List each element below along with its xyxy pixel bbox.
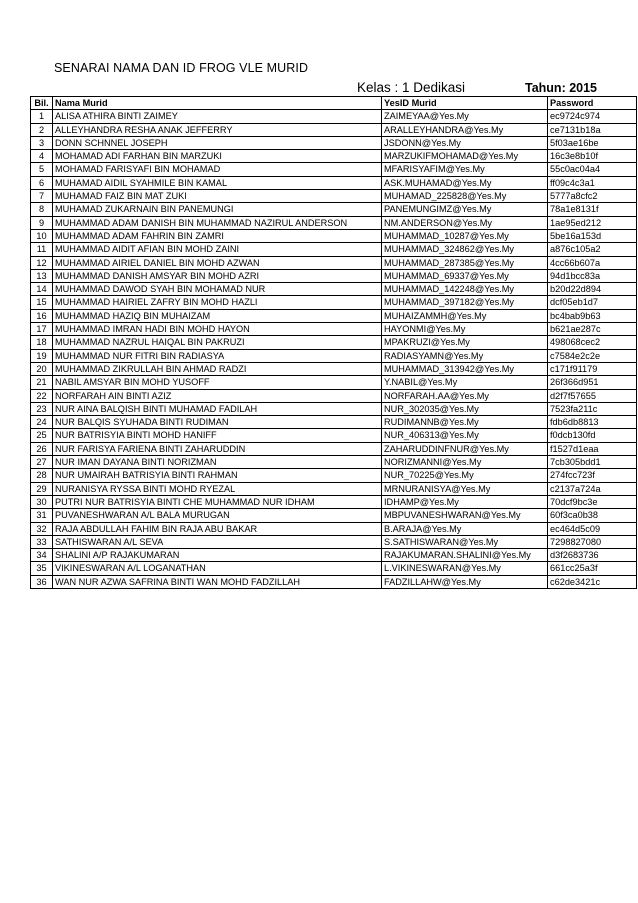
row-number: 24 — [31, 416, 53, 429]
row-number: 25 — [31, 429, 53, 442]
student-yesid: FADZILLAHW@Yes.My — [382, 575, 548, 588]
student-yesid: MFARISYAFIM@Yes.My — [382, 163, 548, 176]
table-row — [31, 402, 637, 415]
table-row — [31, 376, 637, 389]
student-password: 5be16a153d — [548, 229, 637, 242]
student-name: NORFARAH AIN BINTI AZIZ — [53, 389, 382, 402]
table-row — [31, 283, 637, 296]
student-name: NUR IMAN DAYANA BINTI NORIZMAN — [53, 456, 382, 469]
student-table — [30, 96, 637, 589]
table-row — [31, 336, 637, 349]
student-yesid: L.VIKINESWARAN@Yes.My — [382, 562, 548, 575]
student-name: SHALINI A/P RAJAKUMARAN — [53, 549, 382, 562]
table-row — [31, 549, 637, 562]
table-row — [31, 256, 637, 269]
student-password: ff09c4c3a1 — [548, 176, 637, 189]
row-number: 12 — [31, 256, 53, 269]
student-yesid: NUR_302035@Yes.My — [382, 402, 548, 415]
student-name: MUHAMAD ZUKARNAIN BIN PANEMUNGI — [53, 203, 382, 216]
student-yesid: RAJAKUMARAN.SHALINI@Yes.My — [382, 549, 548, 562]
student-yesid: MARZUKIFMOHAMAD@Yes.My — [382, 150, 548, 163]
table-row — [31, 203, 637, 216]
student-yesid: NUR_406313@Yes.My — [382, 429, 548, 442]
table-row — [31, 136, 637, 149]
student-yesid: S.SATHISWARAN@Yes.My — [382, 535, 548, 548]
student-password: 16c3e8b10f — [548, 150, 637, 163]
table-header-row — [31, 97, 637, 110]
student-password: f1527d1eaa — [548, 442, 637, 455]
row-number: 5 — [31, 163, 53, 176]
table-body — [31, 110, 637, 589]
row-number: 26 — [31, 442, 53, 455]
row-number: 18 — [31, 336, 53, 349]
row-number: 28 — [31, 469, 53, 482]
student-name: MUHAMMAD NAZRUL HAIQAL BIN PAKRUZI — [53, 336, 382, 349]
table-row — [31, 416, 637, 429]
table-row — [31, 389, 637, 402]
row-number: 29 — [31, 482, 53, 495]
table-row — [31, 163, 637, 176]
student-yesid: IDHAMP@Yes.My — [382, 495, 548, 508]
row-number: 4 — [31, 150, 53, 163]
row-number: 23 — [31, 402, 53, 415]
student-password: c2137a724a — [548, 482, 637, 495]
student-name: PUVANESHWARAN A/L BALA MURUGAN — [53, 509, 382, 522]
student-yesid: MUHAMAD_225828@Yes.My — [382, 190, 548, 203]
student-name: MUHAMMAD HAIRIEL ZAFRY BIN MOHD HAZLI — [53, 296, 382, 309]
table-row — [31, 362, 637, 375]
class-label: Kelas : 1 Dedikasi — [357, 80, 466, 95]
student-yesid: RADIASYAMN@Yes.My — [382, 349, 548, 362]
student-password: f0dcb130fd — [548, 429, 637, 442]
student-yesid: MUHAMMAD_142248@Yes.My — [382, 283, 548, 296]
row-number: 30 — [31, 495, 53, 508]
student-password: ec9724c974 — [548, 110, 637, 123]
student-yesid: MRNURANISYA@Yes.My — [382, 482, 548, 495]
student-name: MUHAMMAD ADAM DANISH BIN MUHAMMAD NAZIRUL ANDERSON — [53, 216, 382, 229]
student-name: NUR AINA BALQISH BINTI MUHAMAD FADILAH — [53, 402, 382, 415]
table-row — [31, 482, 637, 495]
row-number: 22 — [31, 389, 53, 402]
student-yesid: MUHAMMAD_313942@Yes.My — [382, 362, 548, 375]
student-yesid: ASK.MUHAMAD@Yes.My — [382, 176, 548, 189]
student-name: MUHAMMAD ADAM FAHRIN BIN ZAMRI — [53, 229, 382, 242]
student-name: MUHAMMAD DAWOD SYAH BIN MOHAMAD NUR — [53, 283, 382, 296]
table-row — [31, 429, 637, 442]
table-row — [31, 562, 637, 575]
student-password: bc4bab9b63 — [548, 309, 637, 322]
table-row — [31, 123, 637, 136]
student-name: NUR BATRISYIA BINTI MOHD HANIFF — [53, 429, 382, 442]
student-yesid: MUHAMMAD_287385@Yes.My — [382, 256, 548, 269]
student-name: MUHAMAD AIDIL SYAHMILE BIN KAMAL — [53, 176, 382, 189]
student-yesid: NORFARAH.AA@Yes.My — [382, 389, 548, 402]
row-number: 34 — [31, 549, 53, 562]
table-row — [31, 176, 637, 189]
row-number: 2 — [31, 123, 53, 136]
student-password: 274fcc723f — [548, 469, 637, 482]
table-row — [31, 296, 637, 309]
student-password: 55c0ac04a4 — [548, 163, 637, 176]
row-number: 17 — [31, 323, 53, 336]
year-label: Tahun: 2015 — [525, 81, 598, 95]
student-name: NUR FARISYA FARIENA BINTI ZAHARUDDIN — [53, 442, 382, 455]
table-row — [31, 469, 637, 482]
table-row — [31, 575, 637, 588]
row-number: 7 — [31, 190, 53, 203]
student-name: MUHAMMAD AIDIT AFIAN BIN MOHD ZAINI — [53, 243, 382, 256]
student-yesid: HAYONMI@Yes.My — [382, 323, 548, 336]
row-number: 16 — [31, 309, 53, 322]
student-name: MUHAMMAD AIRIEL DANIEL BIN MOHD AZWAN — [53, 256, 382, 269]
row-number: 1 — [31, 110, 53, 123]
header-password: Password — [548, 97, 637, 110]
table-row — [31, 456, 637, 469]
header-bil: Bil. — [31, 97, 53, 110]
student-password: 1ae95ed212 — [548, 216, 637, 229]
student-yesid: MUHAMMAD_10287@Yes.My — [382, 229, 548, 242]
student-name: MUHAMMAD HAZIQ BIN MUHAIZAM — [53, 309, 382, 322]
student-name: DONN SCHNNEL JOSEPH — [53, 136, 382, 149]
student-password: 60f3ca0b38 — [548, 509, 637, 522]
student-password: 498068cec2 — [548, 336, 637, 349]
student-name: MUHAMMAD DANISH AMSYAR BIN MOHD AZRI — [53, 269, 382, 282]
row-number: 6 — [31, 176, 53, 189]
student-name: VIKINESWARAN A/L LOGANATHAN — [53, 562, 382, 575]
student-password: 7cb305bdd1 — [548, 456, 637, 469]
table-row — [31, 495, 637, 508]
table-row — [31, 323, 637, 336]
student-password: 4cc66b607a — [548, 256, 637, 269]
table-row — [31, 150, 637, 163]
table-row — [31, 442, 637, 455]
table-row — [31, 349, 637, 362]
student-yesid: PANEMUNGIMZ@Yes.My — [382, 203, 548, 216]
row-number: 9 — [31, 216, 53, 229]
row-number: 33 — [31, 535, 53, 548]
table-row — [31, 190, 637, 203]
student-yesid: ZAIMEYAA@Yes.My — [382, 110, 548, 123]
student-yesid: MPAKRUZI@Yes.My — [382, 336, 548, 349]
row-number: 13 — [31, 269, 53, 282]
student-password: d3f2683736 — [548, 549, 637, 562]
table-row — [31, 509, 637, 522]
student-name: MUHAMAD FAIZ BIN MAT ZUKI — [53, 190, 382, 203]
row-number: 31 — [31, 509, 53, 522]
page-title: SENARAI NAMA DAN ID FROG VLE MURID — [54, 61, 309, 75]
student-name: MUHAMMAD ZIKRULLAH BIN AHMAD RADZI — [53, 362, 382, 375]
student-password: 661cc25a3f — [548, 562, 637, 575]
student-name: PUTRI NUR BATRISYIA BINTI CHE MUHAMMAD NUR IDHAM — [53, 495, 382, 508]
student-name: SATHISWARAN A/L SEVA — [53, 535, 382, 548]
student-password: ec464d5c09 — [548, 522, 637, 535]
student-yesid: ARALLEYHANDRA@Yes.My — [382, 123, 548, 136]
header-yesid: YesID Murid — [382, 97, 548, 110]
row-number: 11 — [31, 243, 53, 256]
student-yesid: MBPUVANESHWARAN@Yes.My — [382, 509, 548, 522]
table-row — [31, 229, 637, 242]
student-yesid: NM.ANDERSON@Yes.My — [382, 216, 548, 229]
row-number: 3 — [31, 136, 53, 149]
student-name: ALISA ATHIRA BINTI ZAIMEY — [53, 110, 382, 123]
student-password: 7523fa211c — [548, 402, 637, 415]
student-yesid: NORIZMANNI@Yes.My — [382, 456, 548, 469]
student-yesid: JSDONN@Yes.My — [382, 136, 548, 149]
student-name: NUR BALQIS SYUHADA BINTI RUDIMAN — [53, 416, 382, 429]
table-row — [31, 269, 637, 282]
row-number: 20 — [31, 362, 53, 375]
row-number: 32 — [31, 522, 53, 535]
student-password: 94d1bcc83a — [548, 269, 637, 282]
student-yesid: ZAHARUDDINFNUR@Yes.My — [382, 442, 548, 455]
row-number: 36 — [31, 575, 53, 588]
table-row — [31, 535, 637, 548]
table-row — [31, 243, 637, 256]
student-password: dcf05eb1d7 — [548, 296, 637, 309]
student-password: fdb6db8813 — [548, 416, 637, 429]
student-name: MUHAMMAD IMRAN HADI BIN MOHD HAYON — [53, 323, 382, 336]
student-yesid: MUHAMMAD_324862@Yes.My — [382, 243, 548, 256]
row-number: 21 — [31, 376, 53, 389]
student-name: MUHAMMAD NUR FITRI BIN RADIASYA — [53, 349, 382, 362]
student-yesid: B.ARAJA@Yes.My — [382, 522, 548, 535]
student-password: 5777a8cfc2 — [548, 190, 637, 203]
row-number: 27 — [31, 456, 53, 469]
student-yesid: RUDIMANNB@Yes.My — [382, 416, 548, 429]
student-name: RAJA ABDULLAH FAHIM BIN RAJA ABU BAKAR — [53, 522, 382, 535]
student-password: b20d22d894 — [548, 283, 637, 296]
row-number: 10 — [31, 229, 53, 242]
student-password: c171f91179 — [548, 362, 637, 375]
student-name: NURANISYA RYSSA BINTI MOHD RYEZAL — [53, 482, 382, 495]
student-password: c7584e2c2e — [548, 349, 637, 362]
student-yesid: MUHAMMAD_69337@Yes.My — [382, 269, 548, 282]
header-name: Nama Murid — [53, 97, 382, 110]
student-password: ce7131b18a — [548, 123, 637, 136]
student-password: 70dcf9bc3e — [548, 495, 637, 508]
student-password: c62de3421c — [548, 575, 637, 588]
student-password: a876c105a2 — [548, 243, 637, 256]
student-yesid: MUHAMMAD_397182@Yes.My — [382, 296, 548, 309]
student-name: MOHAMAD ADI FARHAN BIN MARZUKI — [53, 150, 382, 163]
row-number: 8 — [31, 203, 53, 216]
table-row — [31, 309, 637, 322]
student-name: MOHAMAD FARISYAFI BIN MOHAMAD — [53, 163, 382, 176]
student-password: 5f03ae16be — [548, 136, 637, 149]
student-password: b621ae287c — [548, 323, 637, 336]
row-number: 35 — [31, 562, 53, 575]
student-yesid: MUHAIZAMMH@Yes.My — [382, 309, 548, 322]
student-yesid: Y.NABIL@Yes.My — [382, 376, 548, 389]
table-row — [31, 110, 637, 123]
student-password: 78a1e8131f — [548, 203, 637, 216]
student-yesid: NUR_70225@Yes.My — [382, 469, 548, 482]
table-row — [31, 216, 637, 229]
student-password: 7298827080 — [548, 535, 637, 548]
student-name: WAN NUR AZWA SAFRINA BINTI WAN MOHD FADZILLAH — [53, 575, 382, 588]
table-row — [31, 522, 637, 535]
student-name: NABIL AMSYAR BIN MOHD YUSOFF — [53, 376, 382, 389]
student-name: NUR UMAIRAH BATRISYIA BINTI RAHMAN — [53, 469, 382, 482]
student-password: 26f366d951 — [548, 376, 637, 389]
student-name: ALLEYHANDRA RESHA ANAK JEFFERRY — [53, 123, 382, 136]
student-password: d2f7f57655 — [548, 389, 637, 402]
row-number: 15 — [31, 296, 53, 309]
row-number: 19 — [31, 349, 53, 362]
row-number: 14 — [31, 283, 53, 296]
